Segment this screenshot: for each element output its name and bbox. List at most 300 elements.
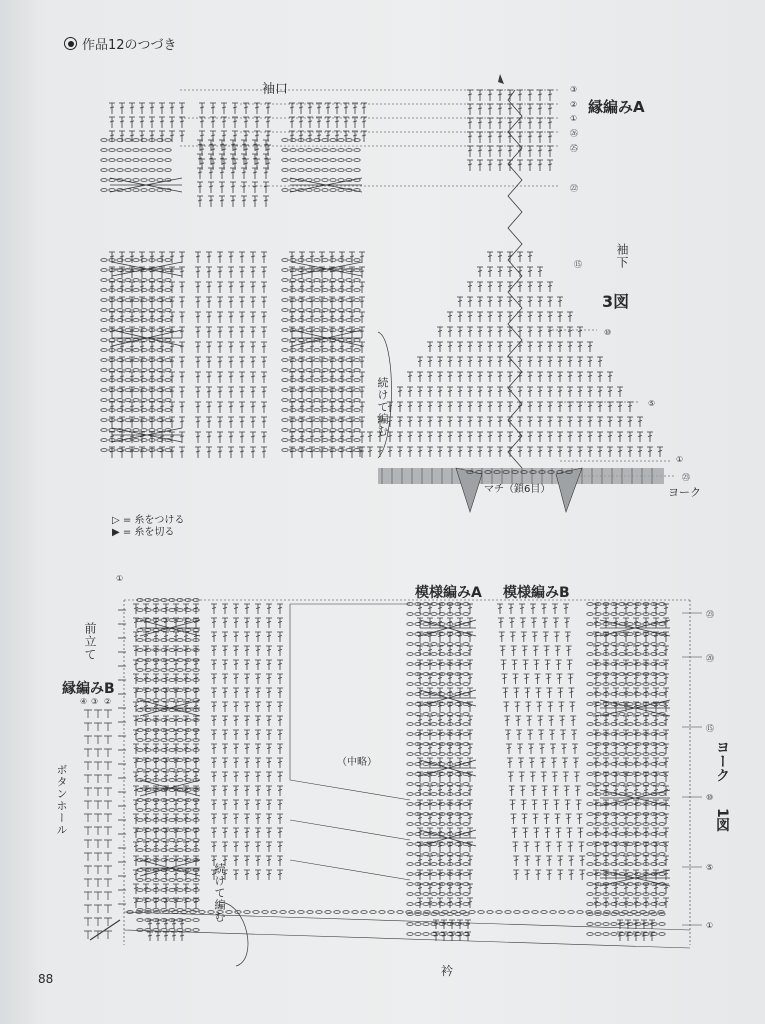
yoke-stitch-mark (545, 842, 551, 852)
sleeve-stitch-mark (252, 182, 258, 193)
yoke-stitch-mark (563, 604, 569, 614)
yoke-stitch-mark (557, 870, 563, 880)
yoke-stitch-mark (546, 870, 552, 880)
yoke-stitch-mark (94, 918, 102, 926)
yoke-stitch-mark (577, 911, 583, 914)
sleeve-stitch-mark (537, 267, 543, 277)
sleeve-stitch-mark (334, 131, 340, 142)
yoke-stitch-mark (124, 912, 690, 948)
yoke-stitch-mark (587, 803, 593, 806)
yoke-stitch-mark (185, 629, 191, 632)
yoke-stitch-mark (437, 786, 443, 796)
yoke-stitch-mark (407, 673, 413, 676)
sleeve-stitch-mark (195, 417, 201, 428)
sleeve-stitch-mark (292, 330, 362, 346)
sleeve-stitch-mark (112, 330, 182, 346)
yoke-stitch-mark (137, 719, 143, 722)
yoke-stitch-mark (423, 783, 429, 786)
yoke-stitch-mark (653, 716, 659, 726)
yoke-stitch-mark (407, 873, 413, 876)
yoke-stitch-mark (417, 898, 423, 908)
yoke-stitch-mark (633, 758, 639, 768)
sleeve-stitch-mark (537, 432, 543, 442)
sleeve-stitch-mark (354, 309, 360, 312)
row-marker: ⑤ (648, 399, 656, 408)
sleeve-stitch-mark (195, 282, 201, 293)
sleeve-stitch-mark (477, 342, 483, 352)
sleeve-stitch-mark (195, 252, 201, 263)
sleeve-stitch-mark (298, 169, 304, 172)
sleeve-stitch-mark (557, 387, 563, 397)
yoke-stitch-mark (169, 849, 175, 852)
yoke-stitch-mark (613, 660, 619, 670)
sleeve-stitch-mark (487, 357, 493, 367)
sleeve-stitch-mark (217, 327, 223, 338)
yoke-stitch-mark (183, 632, 189, 642)
sleeve-stitch-mark (282, 259, 288, 262)
sleeve-stitch-mark (427, 447, 433, 457)
sleeve-stitch-mark (547, 432, 553, 442)
yoke-stitch-mark (173, 688, 179, 698)
sleeve-stitch-mark (497, 146, 503, 157)
sleeve-stitch-mark (330, 309, 336, 312)
yoke-stitch-mark (266, 618, 272, 628)
sleeve-stitch-mark (282, 319, 288, 322)
sleeve-stitch-mark (407, 372, 413, 382)
sleeve-stitch-mark (627, 432, 633, 442)
yoke-stitch-mark (407, 823, 413, 826)
sleeve-stitch-mark (627, 447, 633, 457)
yoke-stitch-mark (507, 758, 513, 768)
omitted-section-label: （中略） (337, 757, 377, 768)
sleeve-stitch-mark (597, 447, 603, 457)
yoke-stitch-mark (104, 840, 112, 848)
sleeve-stitch-mark (314, 319, 320, 322)
sleeve-stitch-mark (179, 387, 185, 398)
yoke-stitch-mark (173, 632, 179, 642)
yoke-stitch-mark (449, 932, 455, 941)
sleeve-stitch-mark (397, 387, 403, 397)
yoke-stitch-mark (521, 800, 527, 810)
yoke-stitch-mark (244, 702, 250, 712)
sleeve-stitch-mark (567, 372, 573, 382)
yoke-stitch-mark (593, 800, 599, 810)
yoke-stitch-mark (266, 702, 272, 712)
sleeve-stitch-mark (298, 409, 304, 412)
sleeve-stitch-mark (217, 372, 223, 383)
yoke-stitch-mark (104, 853, 112, 861)
yoke-stitch-mark (463, 683, 469, 686)
sleeve-stitch-mark (263, 182, 269, 193)
sleeve-stitch-mark (290, 429, 296, 432)
yoke-stitch-mark (423, 803, 429, 806)
yoke-stitch-mark (579, 870, 585, 880)
yoke-stitch-mark (663, 646, 669, 656)
yoke-stitch-mark (137, 889, 143, 892)
yoke-stitch-mark (193, 919, 199, 922)
sleeve-stitch-mark (359, 372, 365, 383)
sleeve-stitch-mark (547, 146, 553, 157)
yoke-stitch-mark (177, 879, 183, 882)
sleeve-stitch-mark (101, 159, 107, 162)
yoke-stitch-mark (153, 699, 159, 702)
sleeve-stitch-mark (133, 319, 139, 322)
yoke-stitch-mark (199, 911, 205, 914)
yoke-stitch-mark (183, 716, 189, 726)
yoke-stitch-mark (566, 814, 572, 824)
sleeve-stitch-mark (179, 312, 185, 323)
yoke-stitch-mark (557, 856, 563, 866)
cuff-label: 袖口 (262, 82, 289, 97)
yoke-stitch-mark (222, 828, 228, 838)
sleeve-stitch-mark (282, 369, 288, 372)
yoke-stitch-mark (334, 911, 340, 914)
yoke-stitch-mark (587, 843, 593, 846)
sleeve-stitch-mark (101, 319, 107, 322)
sleeve-stitch-mark (330, 409, 336, 412)
sleeve-stitch-mark (447, 357, 453, 367)
yoke-stitch-mark (277, 730, 283, 740)
yoke-stitch-mark (457, 920, 463, 929)
yoke-stitch-mark (619, 833, 625, 836)
sleeve-stitch-mark (282, 389, 288, 392)
yoke-stitch-mark (595, 643, 601, 646)
sleeve-stitch-mark (607, 387, 613, 397)
sleeve-stitch-mark (361, 103, 367, 114)
sleeve-stitch-mark (125, 369, 131, 372)
yoke-stitch-mark (519, 604, 525, 614)
yoke-stitch-mark (177, 849, 183, 852)
yoke-stitch-mark (522, 646, 528, 656)
yoke-stitch-mark (94, 827, 102, 835)
yoke-stitch-mark (447, 772, 453, 782)
yoke-stitch-mark (161, 769, 167, 772)
yoke-stitch-mark (153, 632, 159, 642)
sleeve-stitch-mark (547, 402, 553, 412)
yoke-stitch-mark (627, 853, 633, 856)
sleeve-stitch-mark (298, 309, 304, 312)
sleeve-stitch-mark (239, 402, 245, 413)
yoke-stitch-mark (183, 772, 189, 782)
sleeve-stitch-mark (206, 372, 212, 383)
yoke-stitch-mark (613, 842, 619, 852)
sleeve-stitch-mark (346, 389, 352, 392)
yoke-stitch-mark (627, 873, 633, 876)
sleeve-stitch-mark (567, 342, 573, 352)
yoke-stitch-mark (137, 839, 143, 842)
sleeve-stitch-mark (346, 149, 352, 152)
yoke-stitch-mark (522, 828, 528, 838)
sleeve-stitch-mark (239, 432, 245, 443)
yoke-stitch-mark (643, 632, 649, 642)
sleeve-stitch-mark (306, 399, 312, 402)
yoke-stitch-mark (447, 713, 453, 716)
sleeve-stitch-mark (250, 327, 256, 338)
yoke-stitch-mark (277, 674, 283, 684)
sleeve-stitch-mark (165, 169, 171, 172)
sleeve-stitch-mark (125, 419, 131, 422)
sleeve-stitch-mark (557, 342, 563, 352)
yoke-stitch-mark (587, 743, 593, 746)
yoke-stitch-mark (568, 688, 574, 698)
sleeve-stitch-mark (338, 189, 344, 192)
sleeve-stitch-mark (243, 117, 249, 128)
yoke-stitch-mark (659, 703, 665, 706)
sleeve-stitch-mark (537, 372, 543, 382)
yoke-stitch-mark (463, 713, 469, 716)
sleeve-stitch-mark (537, 118, 543, 129)
yoke-stitch-mark (651, 783, 657, 786)
sleeve-stitch-mark (165, 159, 171, 162)
yoke-stitch-mark (233, 604, 239, 614)
yoke-stitch-mark (193, 769, 199, 772)
yoke-stitch-mark (423, 693, 429, 696)
sleeve-stitch-mark (149, 159, 155, 162)
yoke-stitch-mark (431, 753, 437, 756)
yoke-stitch-mark (431, 723, 437, 726)
sleeve-stitch-mark (537, 357, 543, 367)
sleeve-stitch-mark (149, 279, 155, 282)
yoke-stitch-mark (455, 853, 461, 856)
yoke-stitch-mark (277, 702, 283, 712)
yoke-stitch-mark (222, 702, 228, 712)
sleeve-stitch-mark (354, 279, 360, 282)
sleeve-stitch-mark (437, 417, 443, 427)
sleeve-stitch-mark (165, 319, 171, 322)
yoke-stitch-mark (535, 674, 541, 684)
sleeve-stitch-mark (306, 389, 312, 392)
yoke-stitch-mark (94, 788, 102, 796)
yoke-stitch-mark (388, 911, 394, 914)
yoke-stitch-mark (577, 814, 583, 824)
yoke-stitch-mark (513, 688, 519, 698)
yoke-stitch-mark (407, 693, 413, 696)
sleeve-stitch-mark (290, 169, 296, 172)
sleeve-stitch-mark (647, 447, 653, 457)
yoke-stitch-mark (244, 800, 250, 810)
yoke-stitch-mark (94, 866, 102, 874)
sleeve-stitch-mark (282, 159, 288, 162)
sleeve-stitch-mark (125, 339, 131, 342)
sleeve-stitch-mark (437, 432, 443, 442)
yoke-stitch-mark (457, 932, 463, 941)
yoke-stitch-mark (169, 809, 175, 812)
sleeve-stitch-mark (417, 417, 423, 427)
sleeve-stitch-mark (537, 90, 543, 101)
sleeve-stitch-mark (133, 139, 139, 142)
yoke-stitch-mark (641, 920, 647, 929)
sleeve-stitch-mark (306, 279, 312, 282)
sleeve-stitch-mark (587, 402, 593, 412)
yoke-stitch-mark (423, 833, 429, 836)
sleeve-stitch-mark (282, 179, 288, 182)
sleeve-stitch-mark (133, 399, 139, 402)
yoke-stitch-mark (222, 688, 228, 698)
yoke-stitch-mark (613, 730, 619, 740)
yoke-stitch-mark (510, 632, 516, 642)
yoke-stitch-mark (508, 604, 514, 614)
sleeve-stitch-mark (627, 402, 633, 412)
sleeve-stitch-mark (467, 160, 473, 171)
yoke-stitch-mark (463, 853, 469, 856)
yoke-stitch-mark (255, 688, 261, 698)
sleeve-stitch-mark (487, 432, 493, 442)
yoke-stitch-mark (423, 713, 429, 716)
yoke-stitch-mark (255, 674, 261, 684)
sleeve-stitch-mark (352, 131, 358, 142)
sleeve-stitch-mark (361, 117, 367, 128)
sleeve-stitch-mark (537, 402, 543, 412)
sleeve-stitch-mark (587, 432, 593, 442)
sleeve-stitch-mark (141, 179, 147, 182)
sleeve-stitch-mark (338, 399, 344, 402)
yoke-stitch-mark (552, 772, 558, 782)
sleeve-stitch-mark (354, 439, 360, 442)
yoke-stitch-mark (633, 932, 639, 941)
front-band-label: 前立て (83, 622, 97, 661)
yoke-stitch-mark (659, 873, 665, 876)
yoke-stitch-mark (431, 893, 437, 896)
sleeve-stitch-mark (217, 342, 223, 353)
yoke-stitch-mark (538, 730, 544, 740)
yoke-stitch-mark (457, 842, 463, 852)
sleeve-stitch-mark (597, 387, 603, 397)
yoke-stitch-mark (463, 753, 469, 756)
yoke-stitch-mark (137, 829, 143, 832)
yoke-stitch-mark (437, 646, 443, 656)
sleeve-stitch-mark (165, 149, 171, 152)
sleeve-stitch-mark (359, 402, 365, 413)
yoke-stitch-mark (566, 828, 572, 838)
sleeve-stitch-mark (265, 117, 271, 128)
yoke-stitch-mark (277, 618, 283, 628)
sleeve-stitch-mark (617, 417, 623, 427)
yoke-stitch-mark (659, 773, 665, 776)
yoke-stitch-mark (520, 786, 526, 796)
sleeve-stitch-mark (261, 447, 267, 458)
sleeve-stitch-mark (567, 327, 573, 337)
yoke-stitch-mark (94, 853, 102, 861)
sleeve-stitch-mark (527, 387, 533, 397)
yoke-stitch-mark (659, 903, 665, 906)
sleeve-stitch-mark (125, 149, 131, 152)
yoke-stitch-mark (407, 753, 413, 756)
sleeve-stitch-mark (343, 103, 349, 114)
sleeve-stitch-mark (133, 359, 139, 362)
sleeve-stitch-mark (314, 289, 320, 292)
sleeve-stitch-mark (282, 289, 288, 292)
sleeve-stitch-mark (314, 279, 320, 282)
sleeve-stitch-mark (507, 312, 513, 322)
sleeve-stitch-mark (457, 357, 463, 367)
sleeve-stitch-mark (165, 359, 171, 362)
sleeve-stitch-mark (157, 149, 163, 152)
sleeve-stitch-mark (457, 447, 463, 457)
yoke-stitch-mark (266, 604, 272, 614)
sleeve-stitch-mark (359, 342, 365, 353)
yoke-stitch-mark (633, 632, 639, 642)
yoke-stitch-mark (233, 786, 239, 796)
sleeve-stitch-mark (228, 357, 234, 368)
sleeve-stitch-mark (133, 329, 139, 332)
sleeve-stitch-mark (427, 342, 433, 352)
yoke-stitch-mark (437, 800, 443, 810)
yoke-stitch-mark (244, 814, 250, 824)
sleeve-stitch-mark (497, 357, 503, 367)
sleeve-stitch-mark (427, 417, 433, 427)
yoke-stitch-mark (133, 828, 139, 838)
collar-label: 衿 (441, 964, 454, 978)
yoke-stitch-mark (659, 763, 665, 766)
sleeve-stitch-mark (487, 312, 493, 322)
yoke-stitch-mark (571, 730, 577, 740)
yoke-stitch-mark (659, 663, 665, 666)
sleeve-stitch-mark (338, 299, 344, 302)
yoke-stitch-mark (518, 758, 524, 768)
yoke-stitch-mark (653, 828, 659, 838)
yoke-stitch-mark (183, 884, 189, 894)
sleeve-stitch-mark (637, 447, 643, 457)
sleeve-stitch-mark (208, 182, 214, 193)
sleeve-stitch-mark (314, 259, 320, 262)
sleeve-stitch-mark (195, 312, 201, 323)
yoke-stitch-mark (516, 730, 522, 740)
yoke-stitch-mark (266, 744, 272, 754)
sleeve-stitch-mark (322, 299, 328, 302)
yoke-stitch-mark (593, 702, 599, 712)
yoke-stitch-mark (603, 643, 609, 646)
sleeve-stitch-mark (228, 252, 234, 263)
sleeve-stitch-mark (322, 369, 328, 372)
sleeve-stitch-mark (206, 297, 212, 308)
sleeve-stitch-mark (597, 402, 603, 412)
sleeve-stitch-mark (298, 369, 304, 372)
sleeve-stitch-mark (447, 312, 453, 322)
sleeve-stitch-mark (447, 372, 453, 382)
yoke-stitch-mark (457, 716, 463, 726)
sleeve-stitch-mark (567, 402, 573, 412)
sleeve-stitch-mark (457, 327, 463, 337)
sleeve-stitch-mark (109, 117, 115, 128)
yoke-stitch-mark (595, 923, 601, 926)
yoke-stitch-mark (255, 660, 261, 670)
sleeve-stitch-mark (314, 359, 320, 362)
yoke-stitch-mark (163, 884, 169, 894)
yoke-stitch-mark (163, 772, 169, 782)
yoke-stitch-mark (407, 803, 413, 806)
yoke-stitch-mark (143, 716, 149, 726)
yoke-stitch-mark (561, 744, 567, 754)
sleeve-stitch-mark (195, 327, 201, 338)
sleeve-stitch-mark (157, 429, 163, 432)
yoke-stitch-mark (457, 702, 463, 712)
sleeve-stitch-mark (165, 309, 171, 312)
sleeve-stitch-mark (165, 379, 171, 382)
sleeve-stitch-mark (314, 439, 320, 442)
sleeve-stitch-mark (261, 297, 267, 308)
pattern-a-label: 模様編みA (415, 585, 482, 601)
sleeve-stitch-mark (141, 369, 147, 372)
sleeve-stitch-mark (346, 429, 352, 432)
sleeve-stitch-mark (507, 132, 513, 143)
sleeve-stitch-mark (477, 160, 483, 171)
sleeve-stitch-mark (125, 279, 131, 282)
sleeve-stitch-mark (306, 439, 312, 442)
sleeve-stitch-mark (338, 359, 344, 362)
sleeve-stitch-mark (129, 103, 135, 114)
sleeve-stitch-mark (447, 447, 453, 457)
yoke-stitch-mark (633, 646, 639, 656)
